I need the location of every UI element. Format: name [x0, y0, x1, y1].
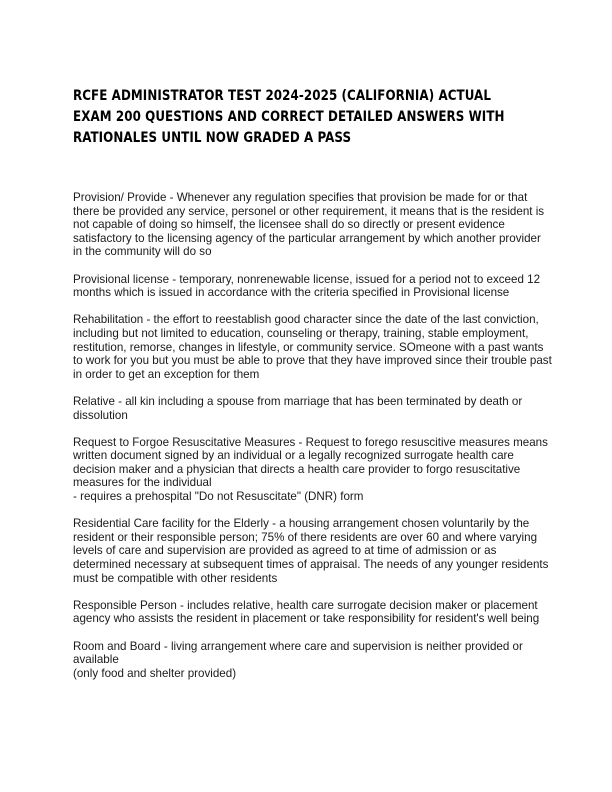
entry-room-and-board: Room and Board - living arrangement where care and supervision is neither provided or available (only food and shelter provided): [73, 639, 523, 680]
entry-responsible-person: Responsible Person - includes relative, health care surrogate decision maker or placement agency who assists the resident in placement or take responsibility for resident's well being: [73, 598, 540, 626]
entry-provisional-license: Provisional license - temporary, nonrenewable license, issued for a period not to exceed 12 months which is issued in accordance with the criteria specified in Provisional license: [73, 272, 541, 300]
entry-request-to-forgo-resuscitative-measures: Request to Forgoe Resuscitative Measures - Request to forego resuscitive measures means written document signed by an individual or a legally recognized surrogate health care decision maker and a physician that directs a health care provider to forgo resuscitative measures for the individual - requires a prehospital "Do not Resuscitate" (DNR) form: [73, 435, 548, 504]
entry-rehabilitation: Rehabilitation - the effort to reestablish good character since the date of the last conviction, including but not limited to education, counseling or therapy, training, stable employment, restitution, remorse, changes in lifestyle, or community service. SOmeone with a past wants to work for you but you must be able to prove that they have improved since their trouble past in order to get an exception for them: [73, 313, 552, 381]
entry-relative: Relative - all kin including a spouse from marriage that has been terminated by death or dissolution: [73, 394, 523, 422]
entry-provision: Provision/ Provide - Whenever any regulation specifies that provision be made for or that there be provided any service, personel or other requirement, it means that is the resident is not capable of doing so himself, the licensee shall do so directly or present evidence satisfactory to the licensing agency of the particular arrangement by which another provider in the community will do so: [73, 191, 545, 259]
entry-residential-care-facility: Residential Care facility for the Elderly - a housing arrangement chosen voluntarily by the resident or their responsible person; 75% of there residents are over 60 and where varying levels of care and supervision are provided as agreed to at time of admission or as determined necessary at subsequent times of appraisal. The needs of any younger residents must be compatible with other residents: [73, 517, 549, 585]
document-title: RCFE ADMINISTRATOR TEST 2024-2025 (CALIFORNIA) ACTUAL EXAM 200 QUESTIONS AND CORRECT DETAILED ANSWERS WITH RATIONALES UNTIL NOW GRADED A PASS: [73, 88, 505, 146]
document-body: [73, 191, 553, 694]
